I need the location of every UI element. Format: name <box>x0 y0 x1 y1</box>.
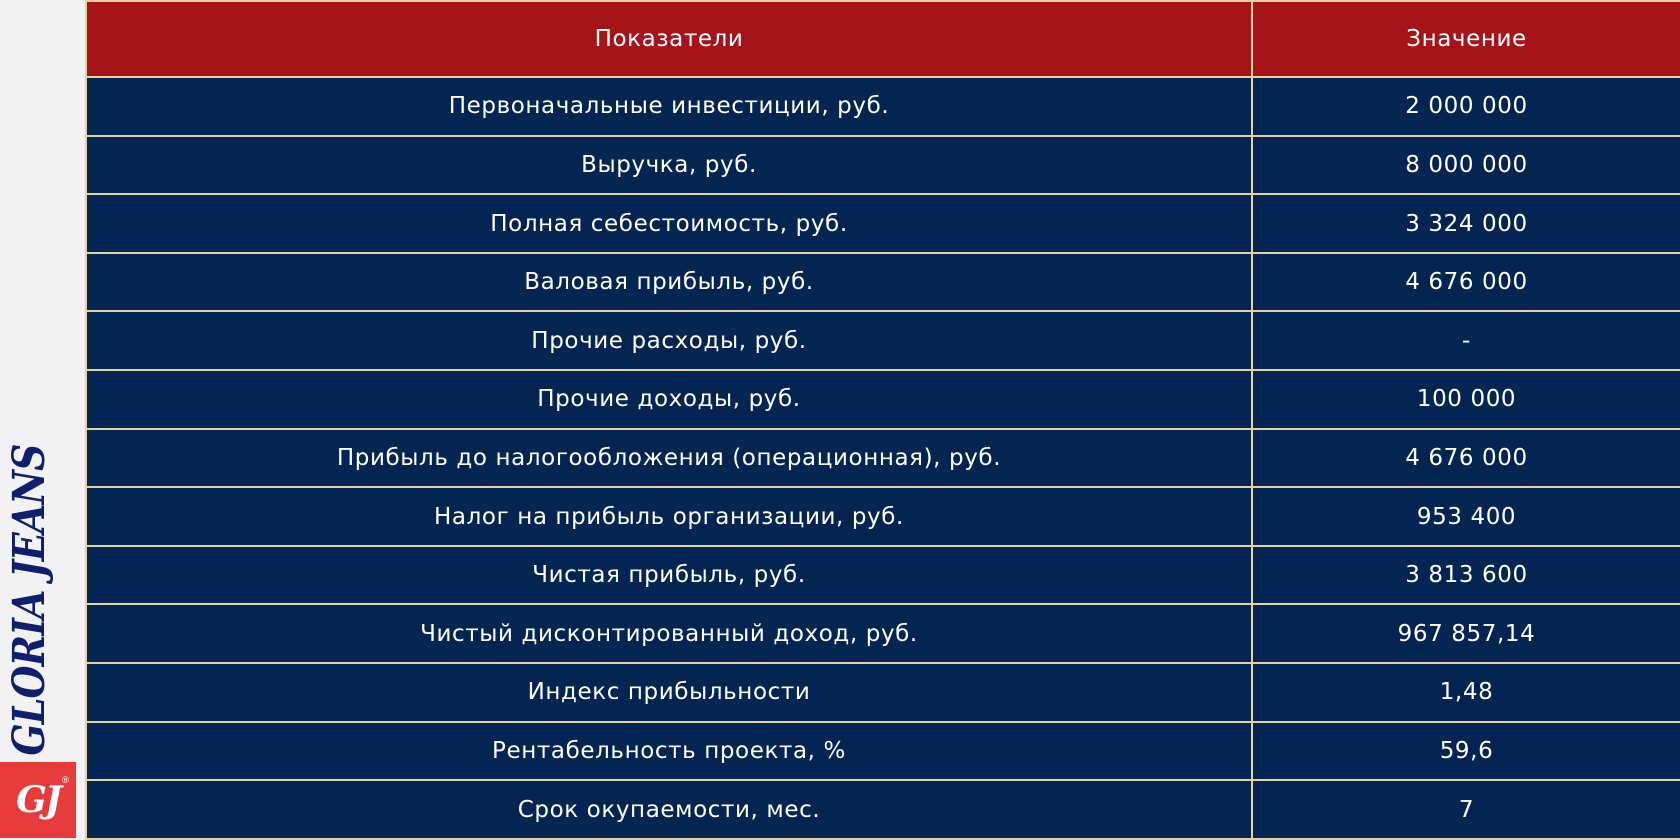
table-body <box>86 77 1680 839</box>
table-row <box>86 604 1680 663</box>
row-indicator: Выручка, руб. <box>86 136 1252 195</box>
brand-badge-text: GJ <box>16 779 60 821</box>
row-indicator: Чистая прибыль, руб. <box>86 546 1252 605</box>
table-row <box>86 370 1680 429</box>
row-value: 4 676 000 <box>1252 253 1680 312</box>
row-value: 3 813 600 <box>1252 546 1680 605</box>
row-indicator: Налог на прибыль организации, руб. <box>86 487 1252 546</box>
table-row <box>86 663 1680 722</box>
row-indicator: Срок окупаемости, мес. <box>86 780 1252 839</box>
table-row <box>86 253 1680 312</box>
row-indicator: Прочие доходы, руб. <box>86 370 1252 429</box>
row-value: 3 324 000 <box>1252 194 1680 253</box>
financial-indicators-table <box>85 0 1680 840</box>
header-indicator: Показатели <box>86 1 1252 77</box>
row-value: 59,6 <box>1252 722 1680 781</box>
row-indicator: Прочие расходы, руб. <box>86 311 1252 370</box>
registered-mark: ® <box>61 776 70 786</box>
row-indicator: Индекс прибыльности <box>86 663 1252 722</box>
row-value: 967 857,14 <box>1252 604 1680 663</box>
header-value: Значение <box>1252 1 1680 77</box>
brand-logo-badge <box>0 762 76 838</box>
row-value: 1,48 <box>1252 663 1680 722</box>
table-row <box>86 77 1680 136</box>
row-indicator: Рентабельность проекта, % <box>86 722 1252 781</box>
brand-logo-wordmark <box>3 444 55 756</box>
table-row <box>86 487 1680 546</box>
row-value: 100 000 <box>1252 370 1680 429</box>
table-header-row <box>86 1 1680 77</box>
row-value: - <box>1252 311 1680 370</box>
row-value: 2 000 000 <box>1252 77 1680 136</box>
financial-indicators-table-wrap <box>85 0 1680 840</box>
table-row <box>86 194 1680 253</box>
row-indicator: Полная себестоимость, руб. <box>86 194 1252 253</box>
table-row <box>86 311 1680 370</box>
row-value: 953 400 <box>1252 487 1680 546</box>
row-indicator: Прибыль до налогообложения (операционная), руб. <box>86 429 1252 488</box>
row-value: 7 <box>1252 780 1680 839</box>
row-value: 8 000 000 <box>1252 136 1680 195</box>
table-row <box>86 722 1680 781</box>
brand-strip <box>0 0 84 840</box>
row-indicator: Валовая прибыль, руб. <box>86 253 1252 312</box>
table-row <box>86 546 1680 605</box>
table-row <box>86 429 1680 488</box>
row-indicator: Первоначальные инвестиции, руб. <box>86 77 1252 136</box>
table-row <box>86 780 1680 839</box>
brand-wordmark-text: GLORIA JEANS <box>3 444 55 756</box>
table-row <box>86 136 1680 195</box>
row-value: 4 676 000 <box>1252 429 1680 488</box>
row-indicator: Чистый дисконтированный доход, руб. <box>86 604 1252 663</box>
